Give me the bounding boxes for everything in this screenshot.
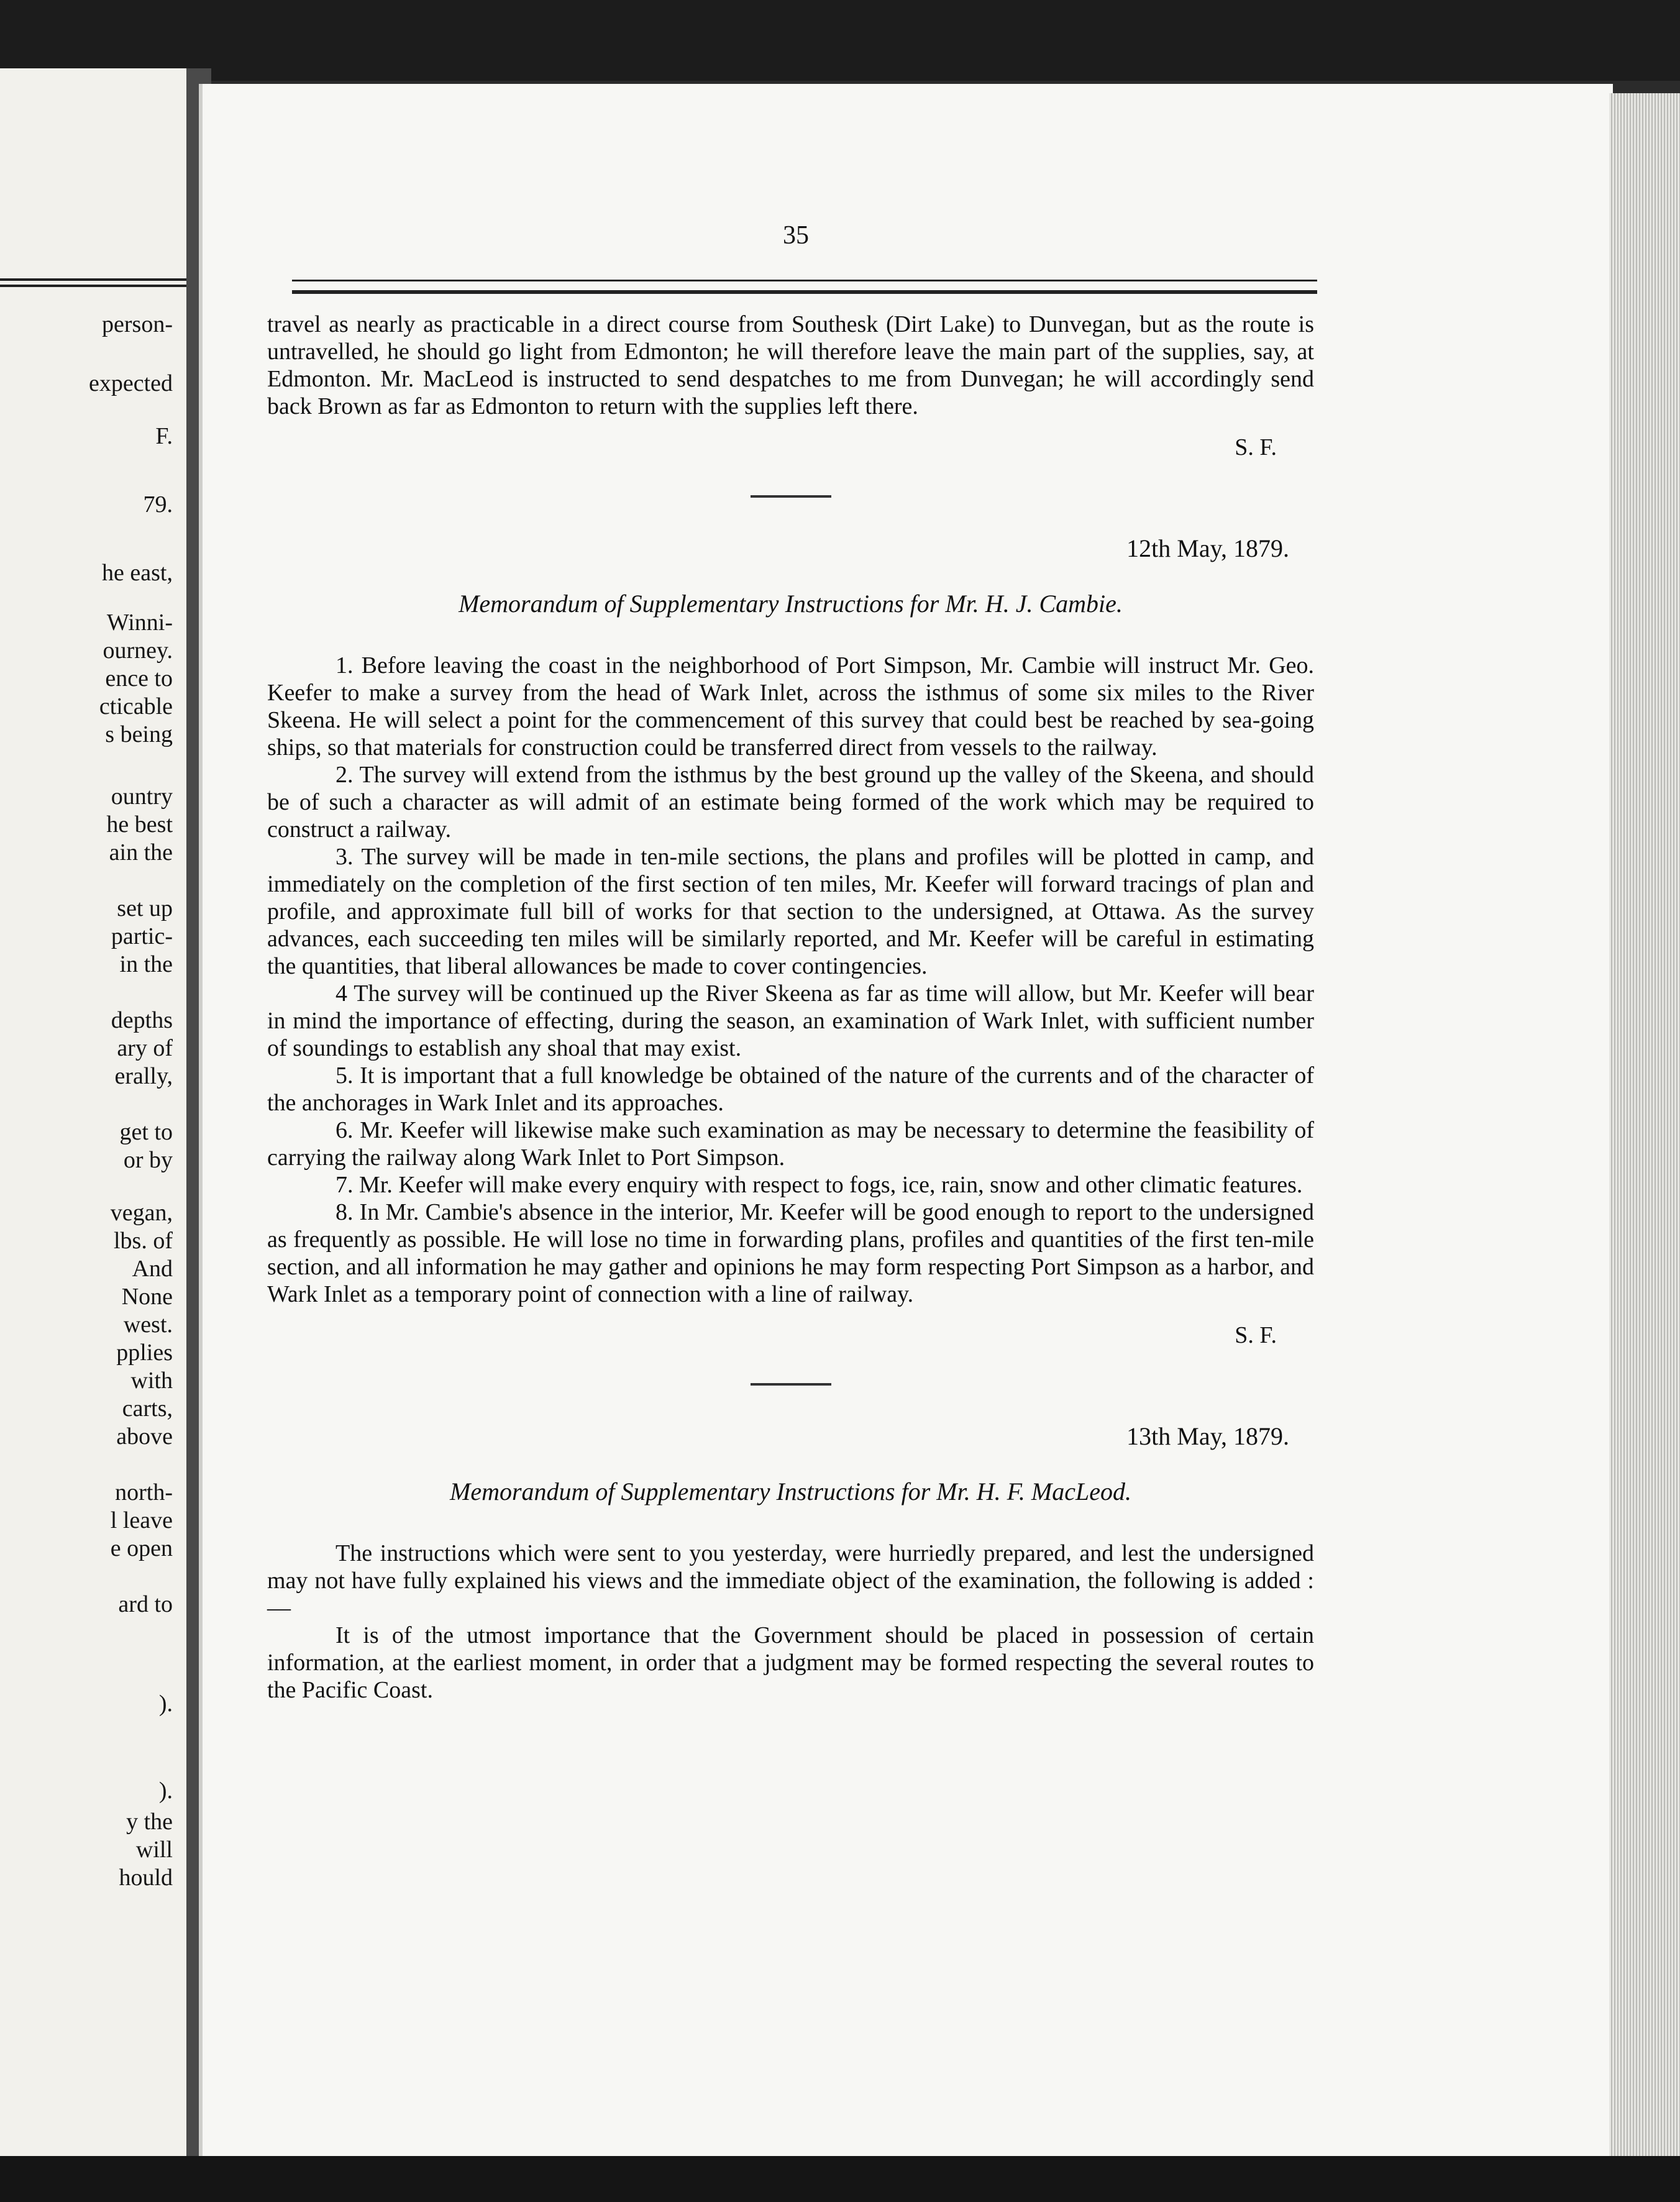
memo-body bbox=[267, 652, 1314, 1308]
left-page-fragment: And bbox=[132, 1256, 173, 1282]
left-page-fragment: ard to bbox=[118, 1591, 173, 1617]
scan-top-edge bbox=[0, 0, 1680, 81]
page-edges bbox=[1609, 93, 1680, 2156]
left-header-rule bbox=[0, 285, 186, 287]
section-divider bbox=[751, 495, 831, 498]
left-page-fragment: e open bbox=[110, 1535, 173, 1561]
left-page-fragment: None bbox=[121, 1284, 173, 1310]
left-page-fragment: s being bbox=[105, 721, 173, 747]
left-page-fragment: pplies bbox=[116, 1340, 173, 1366]
memo-paragraph: It is of the utmost importance that the Government should be placed in possession of certain information, at the earliest moment, in order that a judgment may be formed respecting the several routes to the Pacific Coast. bbox=[267, 1622, 1314, 1703]
left-page-fragment: 79. bbox=[143, 491, 173, 518]
memo-paragraph: 1. Before leaving the coast in the neighborhood of Port Simpson, Mr. Cambie will instruct Mr. Geo. Keefer to make a survey from the head of Wark Inlet, across the isthmus of some six miles to the River Skeena. He will select a point for the commencement of this survey that could best be reached by sea-going ships, so that materials for construction could be transferred direct from vessels to the railway. bbox=[267, 652, 1314, 761]
left-page-fragment: he east, bbox=[102, 560, 173, 586]
left-page-fragment: ountry bbox=[111, 783, 173, 810]
memo-paragraph: 5. It is important that a full knowledge be obtained of the nature of the currents and of the character of the anchorages in Wark Inlet and its approaches. bbox=[267, 1062, 1314, 1116]
left-page-fragment: get to bbox=[119, 1119, 173, 1145]
page-content bbox=[267, 311, 1314, 1704]
left-page-fragment: set up bbox=[117, 895, 173, 921]
left-page-fragment: vegan, bbox=[110, 1200, 173, 1226]
left-page-fragment: partic- bbox=[111, 923, 173, 949]
left-page-fragment: ourney. bbox=[103, 637, 173, 664]
left-page-fragment: person- bbox=[102, 311, 173, 337]
left-page-fragment: with bbox=[130, 1368, 173, 1394]
left-page-fragment: F. bbox=[155, 423, 173, 449]
memo-paragraph: 6. Mr. Keefer will likewise make such examination as may be necessary to determine the feasibility of carrying the railway along Wark Inlet to Port Simpson. bbox=[267, 1117, 1314, 1171]
left-page-fragment: Winni- bbox=[106, 610, 173, 636]
left-page-fragment: he best bbox=[106, 811, 173, 838]
left-page-fragment: lbs. of bbox=[114, 1228, 173, 1254]
page-number: 35 bbox=[783, 221, 809, 250]
left-page-fragment: y the bbox=[126, 1809, 173, 1835]
left-page-fragment: ). bbox=[158, 1691, 173, 1717]
memo-date: 13th May, 1879. bbox=[1126, 1422, 1289, 1450]
left-page-fragment: ence to bbox=[105, 665, 173, 692]
memo-title: Memorandum of Supplementary Instructions for Mr. H. F. MacLeod. bbox=[450, 1478, 1131, 1505]
signature: S. F. bbox=[1235, 1322, 1277, 1348]
left-page-fragment: depths bbox=[111, 1007, 173, 1033]
memo-date: 12th May, 1879. bbox=[1126, 534, 1289, 562]
left-page-fragment: l leave bbox=[110, 1507, 173, 1533]
memo-paragraph: 2. The survey will extend from the isthmus by the best ground up the valley of the Skeena, and should be of such a character as will admit of an estimate being formed of the work which may be required to construct a railway. bbox=[267, 762, 1314, 843]
memo-body bbox=[267, 1540, 1314, 1704]
memo-paragraph: 3. The survey will be made in ten-mile sections, the plans and profiles will be plotted in camp, and immediately on the completion of the first section of ten miles, Mr. Keefer will forward tracings of plan and profile, and approximate full bill of works for that section to the undersigned, at Ottawa. As the survey advances, each succeeding ten miles will be similarly reported, and Mr. Keefer will be careful in estimating the quantities, that liberal allowances be made to cover contingencies. bbox=[267, 844, 1314, 979]
left-page-fragment: cticable bbox=[99, 693, 173, 720]
left-page-fragment: expected bbox=[88, 370, 173, 396]
header-rule bbox=[292, 280, 1317, 294]
left-page-fragment: ary of bbox=[117, 1035, 173, 1061]
memo-paragraph: 7. Mr. Keefer will make every enquiry with respect to fogs, ice, rain, snow and other climatic features. bbox=[336, 1172, 1303, 1198]
left-page-fragment: north- bbox=[115, 1479, 173, 1505]
left-page bbox=[0, 68, 195, 2156]
left-page-fragment: above bbox=[116, 1423, 173, 1450]
intro-paragraph: travel as nearly as practicable in a direct course from Southesk (Dirt Lake) to Dunvegan, but as the route is untravelled, he should go light from Edmonton; he will therefore leave the main part of the supplies, say, at Edmonton. Mr. MacLeod is instructed to send despatches to me from Dunvegan; he will accordingly send back Brown as far as Edmonton to return with the supplies left there. bbox=[267, 311, 1314, 419]
left-page-fragment: ). bbox=[158, 1778, 173, 1804]
left-page-fragment: erally, bbox=[114, 1063, 173, 1089]
memo-paragraph: 4 The survey will be continued up the River Skeena as far as time will allow, but Mr. Keefer will bear in mind the importance of effecting, during the season, an examination of Wark Inlet, with sufficient number of soundings to establish any shoal that may exist. bbox=[267, 980, 1314, 1061]
left-page-fragment: west. bbox=[123, 1312, 173, 1338]
left-page-fragment: ain the bbox=[109, 839, 173, 866]
left-page-fragment: carts, bbox=[122, 1396, 173, 1422]
section-divider bbox=[751, 1383, 831, 1386]
memo-paragraph: The instructions which were sent to you yesterday, were hurriedly prepared, and lest the undersigned may not have fully explained his views and the immediate object of the examination, the following is added :— bbox=[267, 1540, 1314, 1621]
left-page-fragment: hould bbox=[119, 1865, 173, 1891]
left-header-rule bbox=[0, 278, 186, 281]
signature: S. F. bbox=[1235, 434, 1277, 460]
left-page-fragment: or by bbox=[123, 1147, 173, 1173]
left-page-fragment: in the bbox=[119, 951, 173, 977]
left-page-fragment: will bbox=[135, 1837, 173, 1863]
memo-title: Memorandum of Supplementary Instructions for Mr. H. J. Cambie. bbox=[459, 590, 1123, 618]
memo-paragraph: 8. In Mr. Cambie's absence in the interior, Mr. Keefer will be good enough to report to the undersigned as frequently as possible. He will lose no time in forwarding plans, profiles and quantities of the first ten-mile section, and all information he may gather and opinions he may form respecting Port Simpson as a harbor, and Wark Inlet as a temporary point of connection with a line of railway. bbox=[267, 1199, 1314, 1307]
scan-bottom-edge bbox=[0, 2156, 1680, 2202]
